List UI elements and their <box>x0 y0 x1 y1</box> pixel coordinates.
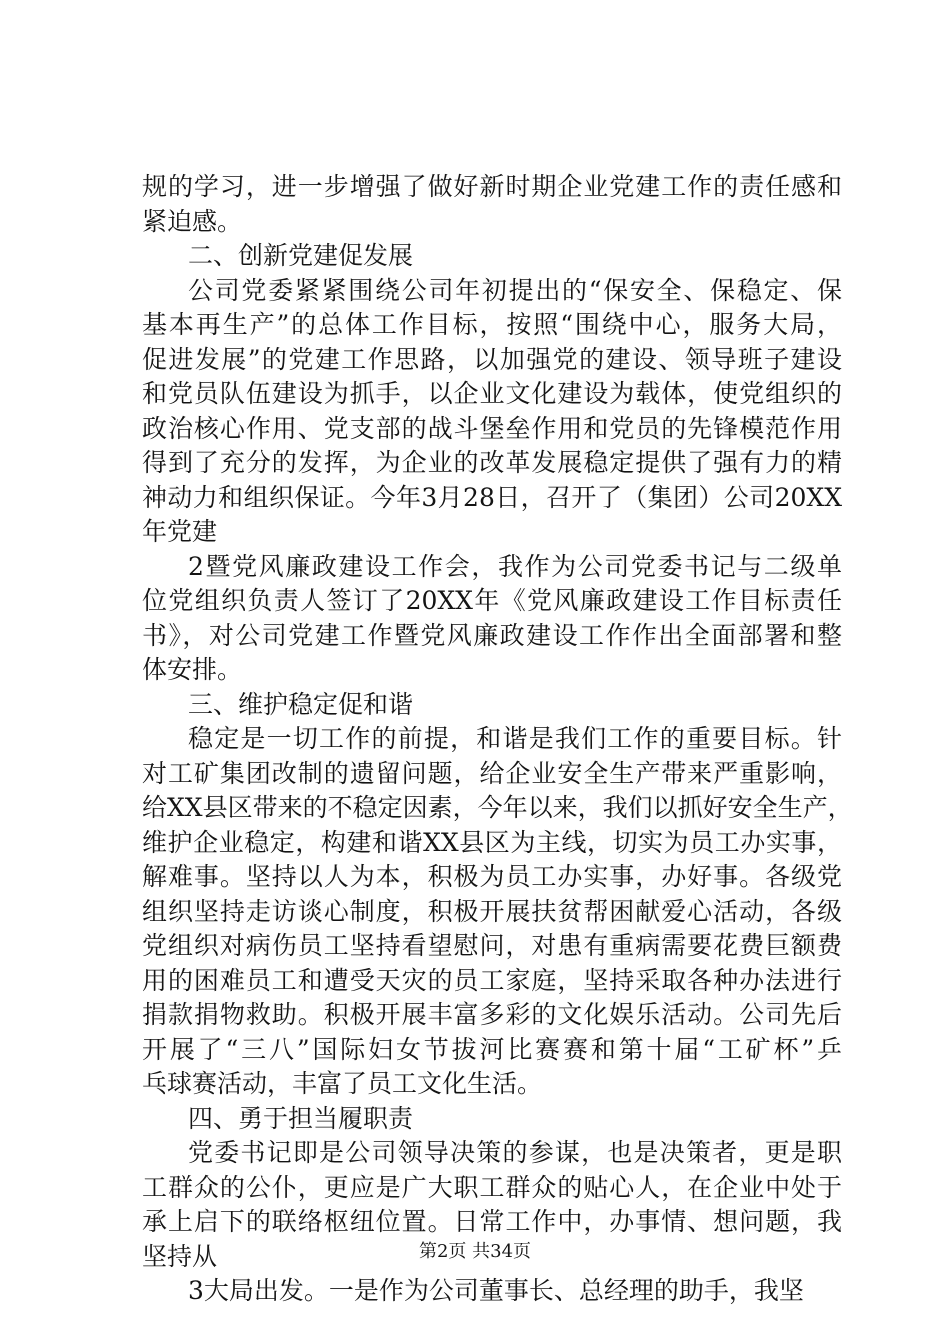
paragraph-line: 规的学习，进一步增强了做好新时期企业党建工作的责任感和 <box>142 172 842 201</box>
paragraph-line: 党委书记即是公司领导决策的参谋，也是决策者，更是职 <box>188 1138 842 1167</box>
paragraph-line: 3大局出发。一是作为公司董事长、总经理的助手，我坚 <box>188 1276 804 1305</box>
paragraph-line: 得到了充分的发挥，为企业的改革发展稳定提供了强有力的精 <box>142 448 842 477</box>
paragraph-line: 书》，对公司党建工作暨党风廉政建设工作作出全面部署和整 <box>142 620 842 650</box>
document-body <box>142 170 853 1309</box>
paragraph-line: 神动力和组织保证。今年3月28日，召开了（集团）公司20XX <box>142 482 842 512</box>
paragraph-line: 给XX县区带来的不稳定因素，今年以来，我们以抓好安全生产， <box>142 793 853 822</box>
section-heading: 二、创新党建促发展 <box>188 241 414 270</box>
paragraph-line: 工群众的公仆，更应是广大职工群众的贴心人，在企业中处于 <box>142 1172 842 1202</box>
paragraph-line: 基本再生产”的总体工作目标，按照“围绕中心，服务大局， <box>142 310 842 339</box>
paragraph-line: 维护企业稳定，构建和谐XX县区为主线，切实为员工办实事， <box>142 827 842 857</box>
paragraph-line: 促进发展”的党建工作思路，以加强党的建设、领导班子建设 <box>142 344 842 374</box>
paragraph-line: 坚持从 <box>142 1241 218 1271</box>
paragraph-line: 体安排。 <box>142 655 243 684</box>
paragraph-line: 政治核心作用、党支部的战斗堡垒作用和党员的先锋模范作用 <box>142 413 842 443</box>
paragraph-line: 公司党委紧紧围绕公司年初提出的“保安全、保稳定、保 <box>188 275 842 305</box>
paragraph-line: 位党组织负责人签订了20XX年《党风廉政建设工作目标责任 <box>142 586 842 615</box>
paragraph-line: 2暨党风廉政建设工作会，我作为公司党委书记与二级单 <box>188 551 842 581</box>
paragraph-line: 紧迫感。 <box>142 206 243 236</box>
paragraph-line: 组织坚持走访谈心制度，积极开展扶贫帮困献爱心活动，各级 <box>142 896 842 926</box>
paragraph-line: 党组织对病伤员工坚持看望慰问，对患有重病需要花费巨额费 <box>142 931 842 960</box>
paragraph-line: 稳定是一切工作的前提，和谐是我们工作的重要目标。针 <box>188 724 842 753</box>
paragraph-line: 用的困难员工和遭受天灾的员工家庭，坚持采取各种办法进行 <box>142 965 842 995</box>
paragraph-line: 对工矿集团改制的遗留问题，给企业安全生产带来严重影响， <box>142 758 842 788</box>
paragraph-line: 承上启下的联络枢纽位置。日常工作中，办事情、想问题，我 <box>142 1207 842 1236</box>
paragraph-line: 乓球赛活动，丰富了员工文化生活。 <box>142 1069 543 1098</box>
section-heading: 四、勇于担当履职责 <box>188 1103 414 1133</box>
paragraph-line: 年党建 <box>142 517 218 546</box>
section-heading: 三、维护稳定促和谐 <box>188 689 414 719</box>
page-footer: 第2页 共34页 <box>418 1241 532 1262</box>
paragraph-line: 开展了“三八”国际妇女节拔河比赛赛和第十届“工矿杯”乒 <box>142 1034 842 1064</box>
paragraph-line: 解难事。坚持以人为本，积极为员工办实事，办好事。各级党 <box>142 862 842 891</box>
paragraph-line: 捐款捐物救助。积极开展丰富多彩的文化娱乐活动。公司先后 <box>142 1000 842 1029</box>
paragraph-line: 和党员队伍建设为抓手，以企业文化建设为载体，使党组织的 <box>142 379 842 408</box>
